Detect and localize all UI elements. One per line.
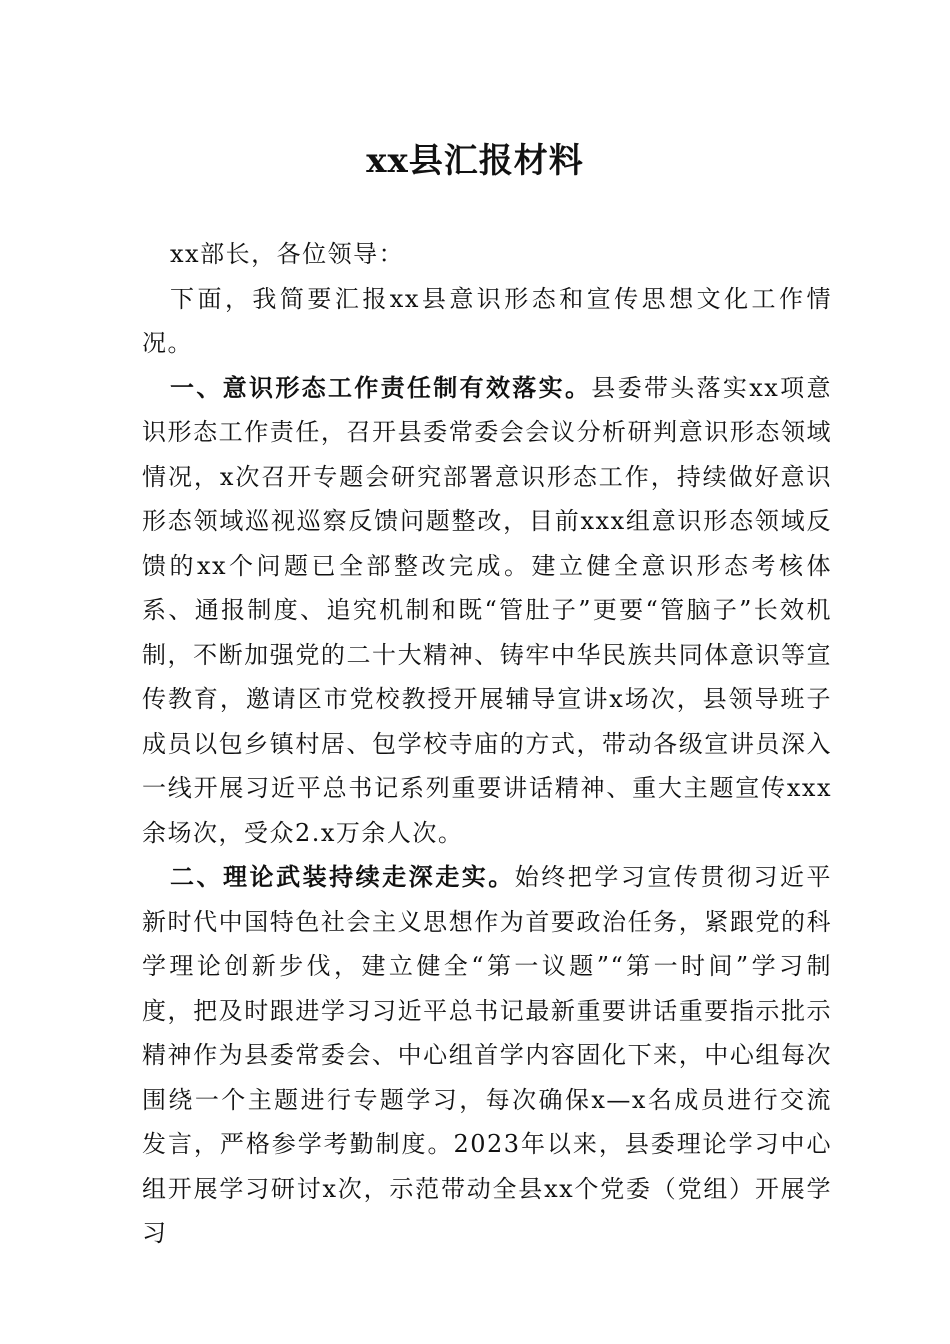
document-body	[142, 232, 832, 1256]
section-paragraph-2	[142, 855, 832, 1256]
section-body-1: 县委带头落实xx项意识形态工作责任，召开县委常委会会议分析研判意识形态领域情况，x次召开专题会研究部署意识形态工作，持续做好意识形态领域巡视巡察反馈问题整改，目前xxx组意识形态领域反馈的xx个问题已全部整改完成。建立健全意识形态考核体系、通报制度、追究机制和既“管肚子”更要“管脑子”长效机制，不断加强党的二十大精神、铸牢中华民族共同体意识等宣传教育，邀请区市党校教授开展辅导宣讲x场次，县领导班子成员以包乡镇村居、包学校寺庙的方式，带动各级宣讲员深入一线开展习近平总书记系列重要讲话精神、重大主题宣传xxx余场次，受众2.x万余人次。	[142, 373, 832, 847]
section-heading-1: 一、意识形态工作责任制有效落实。	[170, 373, 592, 402]
section-paragraph-1	[142, 366, 832, 856]
section-heading-2: 二、理论武装持续走深走实。	[170, 863, 515, 891]
document-title: xx县汇报材料	[366, 141, 584, 181]
section-body-2: 始终把学习宣传贯彻习近平新时代中国特色社会主义思想作为首要政治任务，紧跟党的科学理论创新步伐，建立健全“第一议题”“第一时间”学习制度，把及时跟进学习习近平总书记最新重要讲话重要指示批示精神作为县委常委会、中心组首学内容固化下来，中心组每次围绕一个主题进行专题学习，每次确保x—x名成员进行交流发言，严格参学考勤制度。2023年以来，县委理论学习中心组开展学习研讨x次，示范带动全县xx个党委（党组）开展学习	[142, 863, 833, 1247]
intro-paragraph: 下面，我简要汇报xx县意识形态和宣传思想文化工作情况。	[142, 284, 832, 357]
salutation: xx部长，各位领导：	[170, 240, 405, 268]
